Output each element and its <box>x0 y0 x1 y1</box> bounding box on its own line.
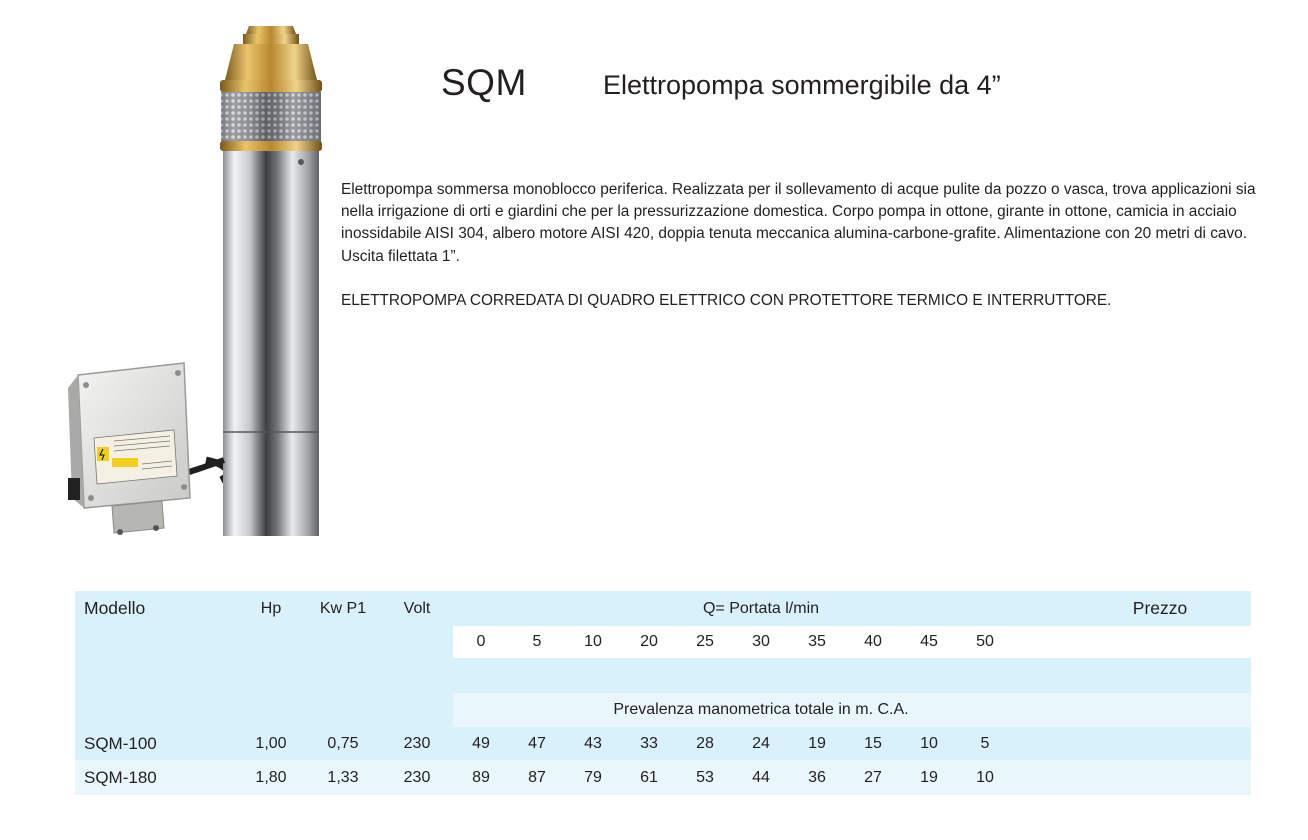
flow-value: 25 <box>696 633 714 650</box>
header-price: Prezzo <box>1132 598 1188 618</box>
cell-kw: 0,75 <box>327 734 359 752</box>
product-title: Elettropompa sommergibile da 4” <box>603 70 1001 100</box>
cell-head: 10 <box>920 734 938 752</box>
cell-head: 19 <box>920 768 938 786</box>
cell-head: 10 <box>976 768 994 786</box>
cell-head: 61 <box>640 768 658 786</box>
spec-table <box>75 591 1251 795</box>
table-row-sqm-100 <box>75 727 1251 760</box>
cell-head: 24 <box>752 734 770 752</box>
cell-head: 19 <box>808 734 826 752</box>
flow-value: 50 <box>976 633 994 650</box>
cell-head: 47 <box>528 734 546 752</box>
header-hp: Hp <box>260 599 282 617</box>
product-description <box>341 179 1266 312</box>
flow-value: 20 <box>640 633 658 650</box>
flow-value: 10 <box>584 633 602 650</box>
cell-head: 44 <box>752 768 770 786</box>
cell-head: 5 <box>980 734 990 752</box>
cell-hp: 1,80 <box>255 768 287 786</box>
cell-head: 36 <box>808 768 826 786</box>
cell-hp: 1,00 <box>255 734 287 752</box>
head-label: Prevalenza manometrica totale in m. C.A. <box>613 701 909 718</box>
cell-volt: 230 <box>403 734 431 752</box>
cell-head: 33 <box>640 734 658 752</box>
product-code: SQM <box>441 62 527 103</box>
cell-head: 15 <box>864 734 882 752</box>
cell-price <box>1115 760 1205 795</box>
cell-head: 28 <box>696 734 714 752</box>
cell-head: 43 <box>584 734 602 752</box>
flow-values-row <box>75 626 1251 658</box>
cell-head: 49 <box>472 734 490 752</box>
product-image <box>56 20 346 550</box>
description-paragraph: Elettropompa sommersa monoblocco periferica. Realizzata per il sollevamento di acque pulite da pozzo o vasca, trova applicazioni sia nella irrigazione di orti e giardini che per la pressurizzazione domestica. Corpo pompa in ottone, girante in ottone, camicia in acciaio inossidabile AISI 304, albero motore AISI 420, doppia tenuta meccanica alumina-carbone-grafite. Alimentazione con 20 metri di cavo. Uscita filettata 1”. <box>341 181 1256 265</box>
flow-value: 5 <box>532 633 542 650</box>
flow-value: 40 <box>864 633 882 650</box>
description-note: ELETTROPOMPA CORREDATA DI QUADRO ELETTRICO CON PROTETTORE TERMICO E INTERRUTTORE. <box>341 291 1112 309</box>
spacer-band <box>453 658 1251 693</box>
flow-value: 0 <box>476 633 486 650</box>
cell-kw: 1,33 <box>327 768 359 786</box>
cell-head: 27 <box>864 768 882 786</box>
cell-model: SQM-180 <box>84 767 157 787</box>
cell-head: 79 <box>584 768 602 786</box>
header-kw: Kw P1 <box>319 599 367 617</box>
cell-model: SQM-100 <box>84 733 157 753</box>
flow-value: 45 <box>920 633 938 650</box>
header-row <box>75 591 1251 626</box>
flow-value: 30 <box>752 633 770 650</box>
control-box-image <box>68 363 224 535</box>
cell-head: 89 <box>472 768 490 786</box>
cell-volt: 230 <box>403 768 431 786</box>
head-label-row <box>75 693 1251 727</box>
header-volt: Volt <box>403 599 431 617</box>
cell-head: 53 <box>696 768 714 786</box>
table-row-sqm-180 <box>75 760 1251 795</box>
cell-head: 87 <box>528 768 546 786</box>
warning-label-icon <box>97 447 109 461</box>
cell-price <box>1115 727 1205 760</box>
header-flow: Q= Portata l/min <box>702 599 820 617</box>
header-model: Modello <box>84 598 146 618</box>
flow-value: 35 <box>808 633 826 650</box>
